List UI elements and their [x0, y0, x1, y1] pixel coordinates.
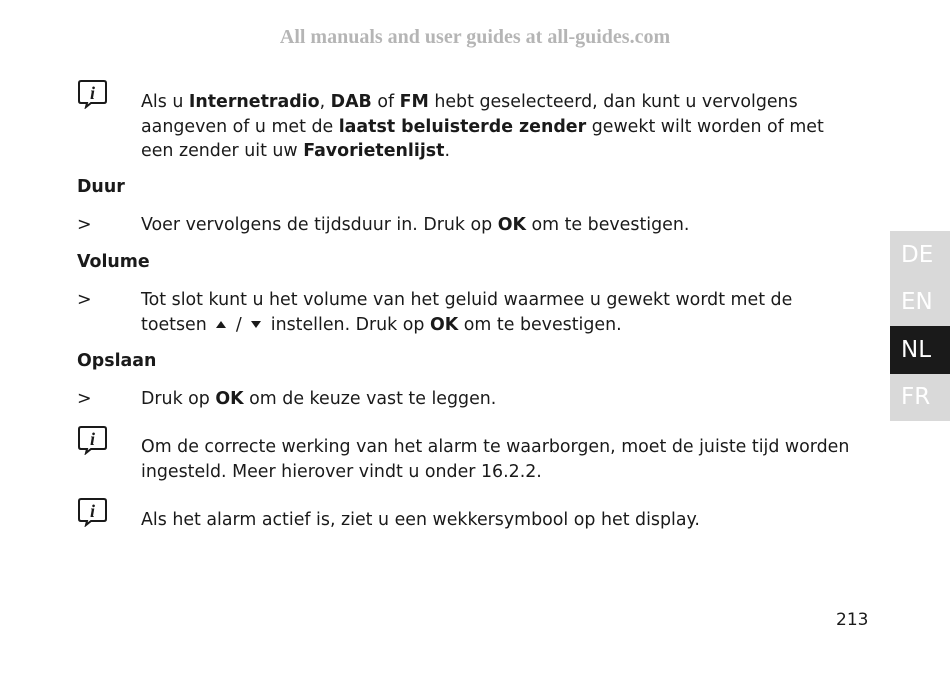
- step-text-volume: Tot slot kunt u het volume van het geluid waarmee u gewekt wordt met de toetsen / instellen. Druk op OK om te bevestigen.: [141, 290, 793, 335]
- info-paragraph-source: Als u Internetradio, DAB of FM hebt geselecteerd, dan kunt u vervolgens aangeven of u met de laatst beluisterde zender gewekt wilt worden of met een zender uit uw Favorietenlijst.: [141, 92, 824, 161]
- language-tab-de[interactable]: DE: [890, 231, 950, 279]
- info-paragraph-display: Als het alarm actief is, ziet u een wekkersymbool op het display.: [141, 510, 700, 530]
- step-bullet: >: [77, 389, 92, 409]
- info-icon: [77, 424, 108, 455]
- watermark-banner: All manuals and user guides at all-guides.com: [279, 26, 671, 48]
- svg-text:i: i: [89, 83, 96, 103]
- step-bullet: >: [77, 290, 92, 310]
- info-icon: [77, 496, 108, 527]
- svg-text:i: i: [89, 429, 96, 449]
- svg-text:i: i: [89, 501, 96, 521]
- arrow-down-icon: [250, 320, 262, 329]
- section-heading-opslaan: Opslaan: [77, 351, 157, 371]
- page-number: 213: [836, 610, 869, 630]
- info-icon: [77, 78, 108, 109]
- step-text-duur: Voer vervolgens de tijdsduur in. Druk op OK om te bevestigen.: [141, 215, 690, 235]
- step-bullet: >: [77, 215, 92, 235]
- step-text-opslaan: Druk op OK om de keuze vast te leggen.: [141, 389, 497, 409]
- language-tabs: [890, 231, 950, 421]
- info-paragraph-time: Om de correcte werking van het alarm te waarborgen, moet de juiste tijd worden ingesteld. Meer hierover vindt u onder 16.2.2.: [141, 437, 850, 482]
- language-tab-fr[interactable]: FR: [890, 374, 950, 422]
- section-heading-duur: Duur: [77, 177, 125, 197]
- arrow-up-icon: [215, 320, 227, 329]
- section-heading-volume: Volume: [77, 252, 150, 272]
- language-tab-en[interactable]: EN: [890, 279, 950, 327]
- language-tab-nl[interactable]: NL: [890, 326, 950, 374]
